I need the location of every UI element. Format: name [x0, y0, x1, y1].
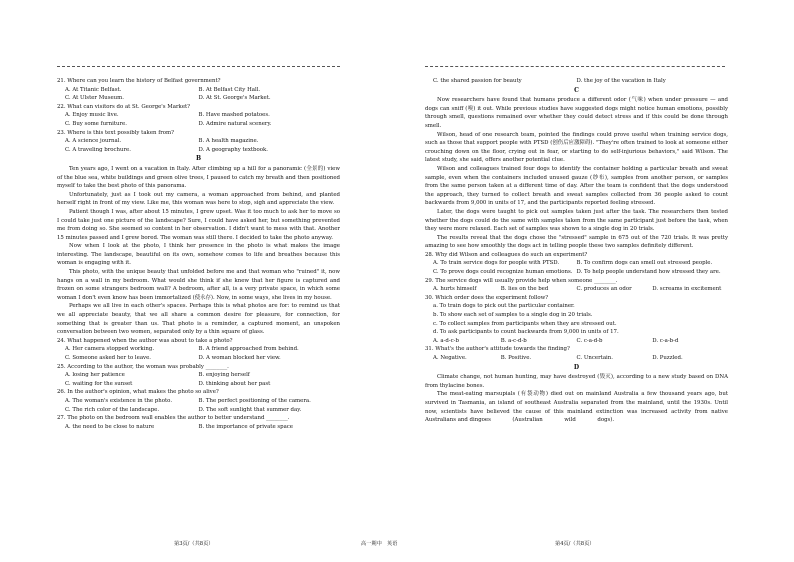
top-divider	[425, 66, 725, 67]
option: A. Negative.	[433, 355, 467, 361]
option: D. screams in excitement	[652, 286, 722, 293]
question-text: 23. Where is this text possibly taken from?	[57, 129, 175, 136]
option: B. To confirm dogs can smell out stressed people.	[576, 260, 713, 267]
option: D. Puzzled.	[652, 355, 683, 361]
question-29	[425, 277, 728, 294]
option: A. hurts himself	[433, 286, 477, 293]
question-text: 24. What happened when the author was about to take a photo?	[57, 337, 233, 344]
option: B. A health magazine.	[198, 138, 259, 145]
option: C. Someone asked her to leave.	[65, 355, 151, 361]
section-heading-b: B	[195, 155, 202, 163]
option: C. To prove dogs could recognize human emotions.	[433, 269, 573, 276]
passage-paragraph: Now researchers have found that humans produce a different odor (气味) when under pressure — and dogs can sniff (嗅) it out. While previous studies have suggested dogs might notice human emotions, possibly through smell, questions remained over whether they could detect stress and if this could be done through smell.	[425, 97, 728, 129]
option: A. A science journal.	[65, 138, 122, 145]
passage-paragraph: Perhaps we all live in each other's spaces. Perhaps this is what photos are for: to remind us that we all appreciate beauty, that we all share a common desire for pleasure, for connection, for something that is greater than us. That photo is a reminder, a captured moment, an unspoken conversation between two women, separated only by a thin square of glass.	[57, 303, 340, 336]
step-item: a. To train dogs to pick out the particular container.	[433, 303, 575, 310]
option: B. Have mashed potatoes.	[198, 112, 270, 119]
passage-paragraph: Now when I look at the photo, I think her presence in the photo is what makes the image interesting. The landscape, beautiful on its own, somehow comes to life and breathes because this woman is engaging with it.	[57, 243, 340, 267]
passage-paragraph: The meat-eating marsupials (有袋动物) died out on mainland Australia a few thousand years ago, but survived in Tasmania, an island of southeast Australia separated from the mainland, until the 1930s. Until now, scientists have believed the cause of this mainland extinction was increased activity from native Australians and dingoes (Australian wild dogs).	[425, 391, 728, 424]
left-content	[57, 77, 340, 431]
option: D. A geography textbook.	[198, 146, 268, 153]
question-text: 21. Where can you learn the history of Belfast government?	[57, 78, 221, 84]
option: B. A friend approached from behind.	[198, 346, 299, 353]
passage-paragraph: Wilson, head of one research team, pointed the findings could prove useful when training service dogs, such as those that support people with PTSD (创伤后应激障碍). "They're often trained to look at someone either crouching down on the floor, crying out in fear, or starting to do self-injurious behaviors," said Wilson. The latest study, she said, offers another potential clue.	[425, 131, 728, 164]
option: C. At Ulster Museum.	[65, 95, 124, 102]
option: C. Buy some furniture.	[65, 120, 127, 127]
question-26	[57, 388, 340, 414]
option: A. At Titanic Belfast.	[65, 86, 122, 93]
option: B. the importance of private space	[198, 423, 293, 430]
question-text: 26. In the author's opinion, what makes the photo so alive?	[57, 389, 219, 396]
option: B. a-c-d-b	[500, 337, 527, 344]
option: C. A traveling brochure.	[65, 146, 131, 153]
section-heading-d: D	[573, 363, 580, 371]
question-25	[57, 363, 340, 389]
question-text: 29. The service dogs will usually provide help when someone ________.	[425, 277, 618, 284]
option: C. waiting for the sunset	[65, 380, 133, 387]
option: C. produces an odor	[576, 286, 632, 293]
passage-paragraph: Later, the dogs were taught to pick out samples taken just after the task. The researchers then tested whether the dogs could do the same with samples taken from the same participant just before the task, when they were more relaxed. Each set of samples was shown to a single dog in 20 trials.	[425, 208, 728, 233]
option: A. Her camera stopped working.	[65, 346, 155, 353]
option: D. Admire natural scenery.	[198, 120, 272, 127]
option: A. The woman's existence in the photo.	[65, 397, 173, 404]
option: B. lies on the bed	[500, 286, 549, 293]
top-divider	[57, 66, 340, 67]
step-item: c. To collect samples from participants when they are stressed out.	[433, 320, 617, 327]
option: C. The rich color of the landscape.	[65, 406, 160, 413]
question-24	[57, 337, 340, 363]
question-text: 30. Which order does the experiment follow?	[425, 294, 549, 301]
passage-paragraph: This photo, with the unique beauty that unfolded before me and that woman who "ruined" it, now hangs on a wall in my bedroom. What would she think if she knew that her figure is captured and frozen on some strangers bedroom wall? A bedroom, after all, is a very private space, in which some woman I don't even know has been immortalized (使永存). Now, in some ways, she lives in my house.	[57, 269, 340, 301]
question-22	[57, 103, 340, 129]
page-number: 第4页/（共8页）	[555, 541, 595, 547]
passage-paragraph: Climate change, not human hunting, may have destroyed (毁灭), according to a new study based on DNA from thylacine bones.	[425, 374, 728, 389]
option: B. At Belfast City Hall.	[198, 86, 261, 93]
option: D. To help people understand how stressed they are.	[576, 269, 721, 276]
option: B. enjoying herself	[198, 372, 250, 379]
option: A. To train service dogs for people with PTSD.	[433, 260, 560, 267]
question-text: 28. Why did Wilson and colleagues do such an experiment?	[425, 251, 588, 258]
passage-paragraph: Unfortunately, just as I took out my camera, a woman approached from behind, and planted herself right in front of my view. Like me, this woman was here to stop, sigh and appreciate the view.	[57, 191, 340, 207]
option: D. At St. George's Market.	[198, 95, 271, 102]
option: A. the need to be close to nature	[65, 423, 155, 430]
question-text: 27. The photo on the bedroom wall enables the author to better understand ________.	[57, 415, 290, 422]
right-content	[425, 77, 728, 425]
question-31	[425, 345, 728, 362]
question-21	[57, 77, 340, 103]
option: C. Uncertain.	[576, 355, 613, 361]
step-item: d. To ask participants to count backwards from 9,000 in units of 17.	[433, 329, 619, 336]
option: A. losing her patience	[65, 372, 125, 379]
question-27-continued	[425, 77, 728, 86]
option: C. c-a-d-b	[576, 337, 603, 344]
option: D. thinking about her past	[198, 380, 271, 387]
passage-paragraph: Wilson and colleagues trained four dogs to identify the container holding a particular breath and sweat sample, even when the containers included unused gauze (纱布), samples from another person, or samples from the same person taken at a different time of day. After the team is confident that the dogs understood the approach, they turned to collect breath and sweat samples collected from 36 people asked to count backwards from 9,000 in units of 17, and the participants reported feeling stressed.	[425, 165, 728, 207]
exam-title: 高一期中 英语	[361, 541, 398, 547]
step-item: b. To show each set of samples to a single dog in 20 trials.	[433, 312, 593, 319]
question-text: 22. What can visitors do at St. George's Market?	[57, 103, 191, 110]
option: D. c-a-b-d	[652, 337, 679, 344]
question-text: 25. According to the author, the woman was probably ________.	[57, 363, 229, 370]
passage-paragraph: Ten years ago, I went on a vacation in Italy. After climbing up a hill for a panoramic (全景的) view of the blue sea, white buildings and green olive trees, I paused to catch my breath and then positioned myself to take the best photo of this panorama.	[57, 165, 340, 190]
option: A. a-d-c-b	[433, 337, 459, 344]
question-30	[425, 294, 728, 346]
option: D. the joy of the vacation in Italy	[576, 78, 666, 84]
option: C. the shared passion for beauty	[433, 78, 522, 84]
passage-paragraph: The results reveal that the dogs chose the "stressed" sample in 675 out of the 720 trials. It was pretty amazing to see how smoothly the dogs act in telling people these two samples definitely different.	[425, 234, 728, 250]
passage-paragraph: Patient though I was, after about 15 minutes, I grew upset. Was it too much to ask her to move so I could take just one picture of the landscape? Sure, I could have asked her, but something prevented me from doing so. She seemed so content in her observation. I didn't want to mess with that. Another 15 minutes passed and I grew bored. The woman was still there. I decided to take the photo anyway.	[57, 208, 340, 241]
question-23	[57, 129, 340, 155]
right-page	[397, 0, 794, 562]
question-28	[425, 251, 728, 277]
option: D. The soft sunlight that summer day.	[198, 406, 302, 413]
question-text: 31. What's the author's attitude towards the finding?	[425, 346, 570, 353]
option: D. A woman blocked her view.	[198, 355, 281, 361]
option: B. Positive.	[500, 355, 532, 361]
option: A. Enjoy music live.	[65, 112, 119, 119]
section-heading-c: C	[574, 86, 579, 94]
question-27	[57, 414, 340, 431]
option: B. The perfect positioning of the camera.	[198, 397, 311, 404]
page-number: 第3页/（共8页）	[174, 541, 214, 547]
